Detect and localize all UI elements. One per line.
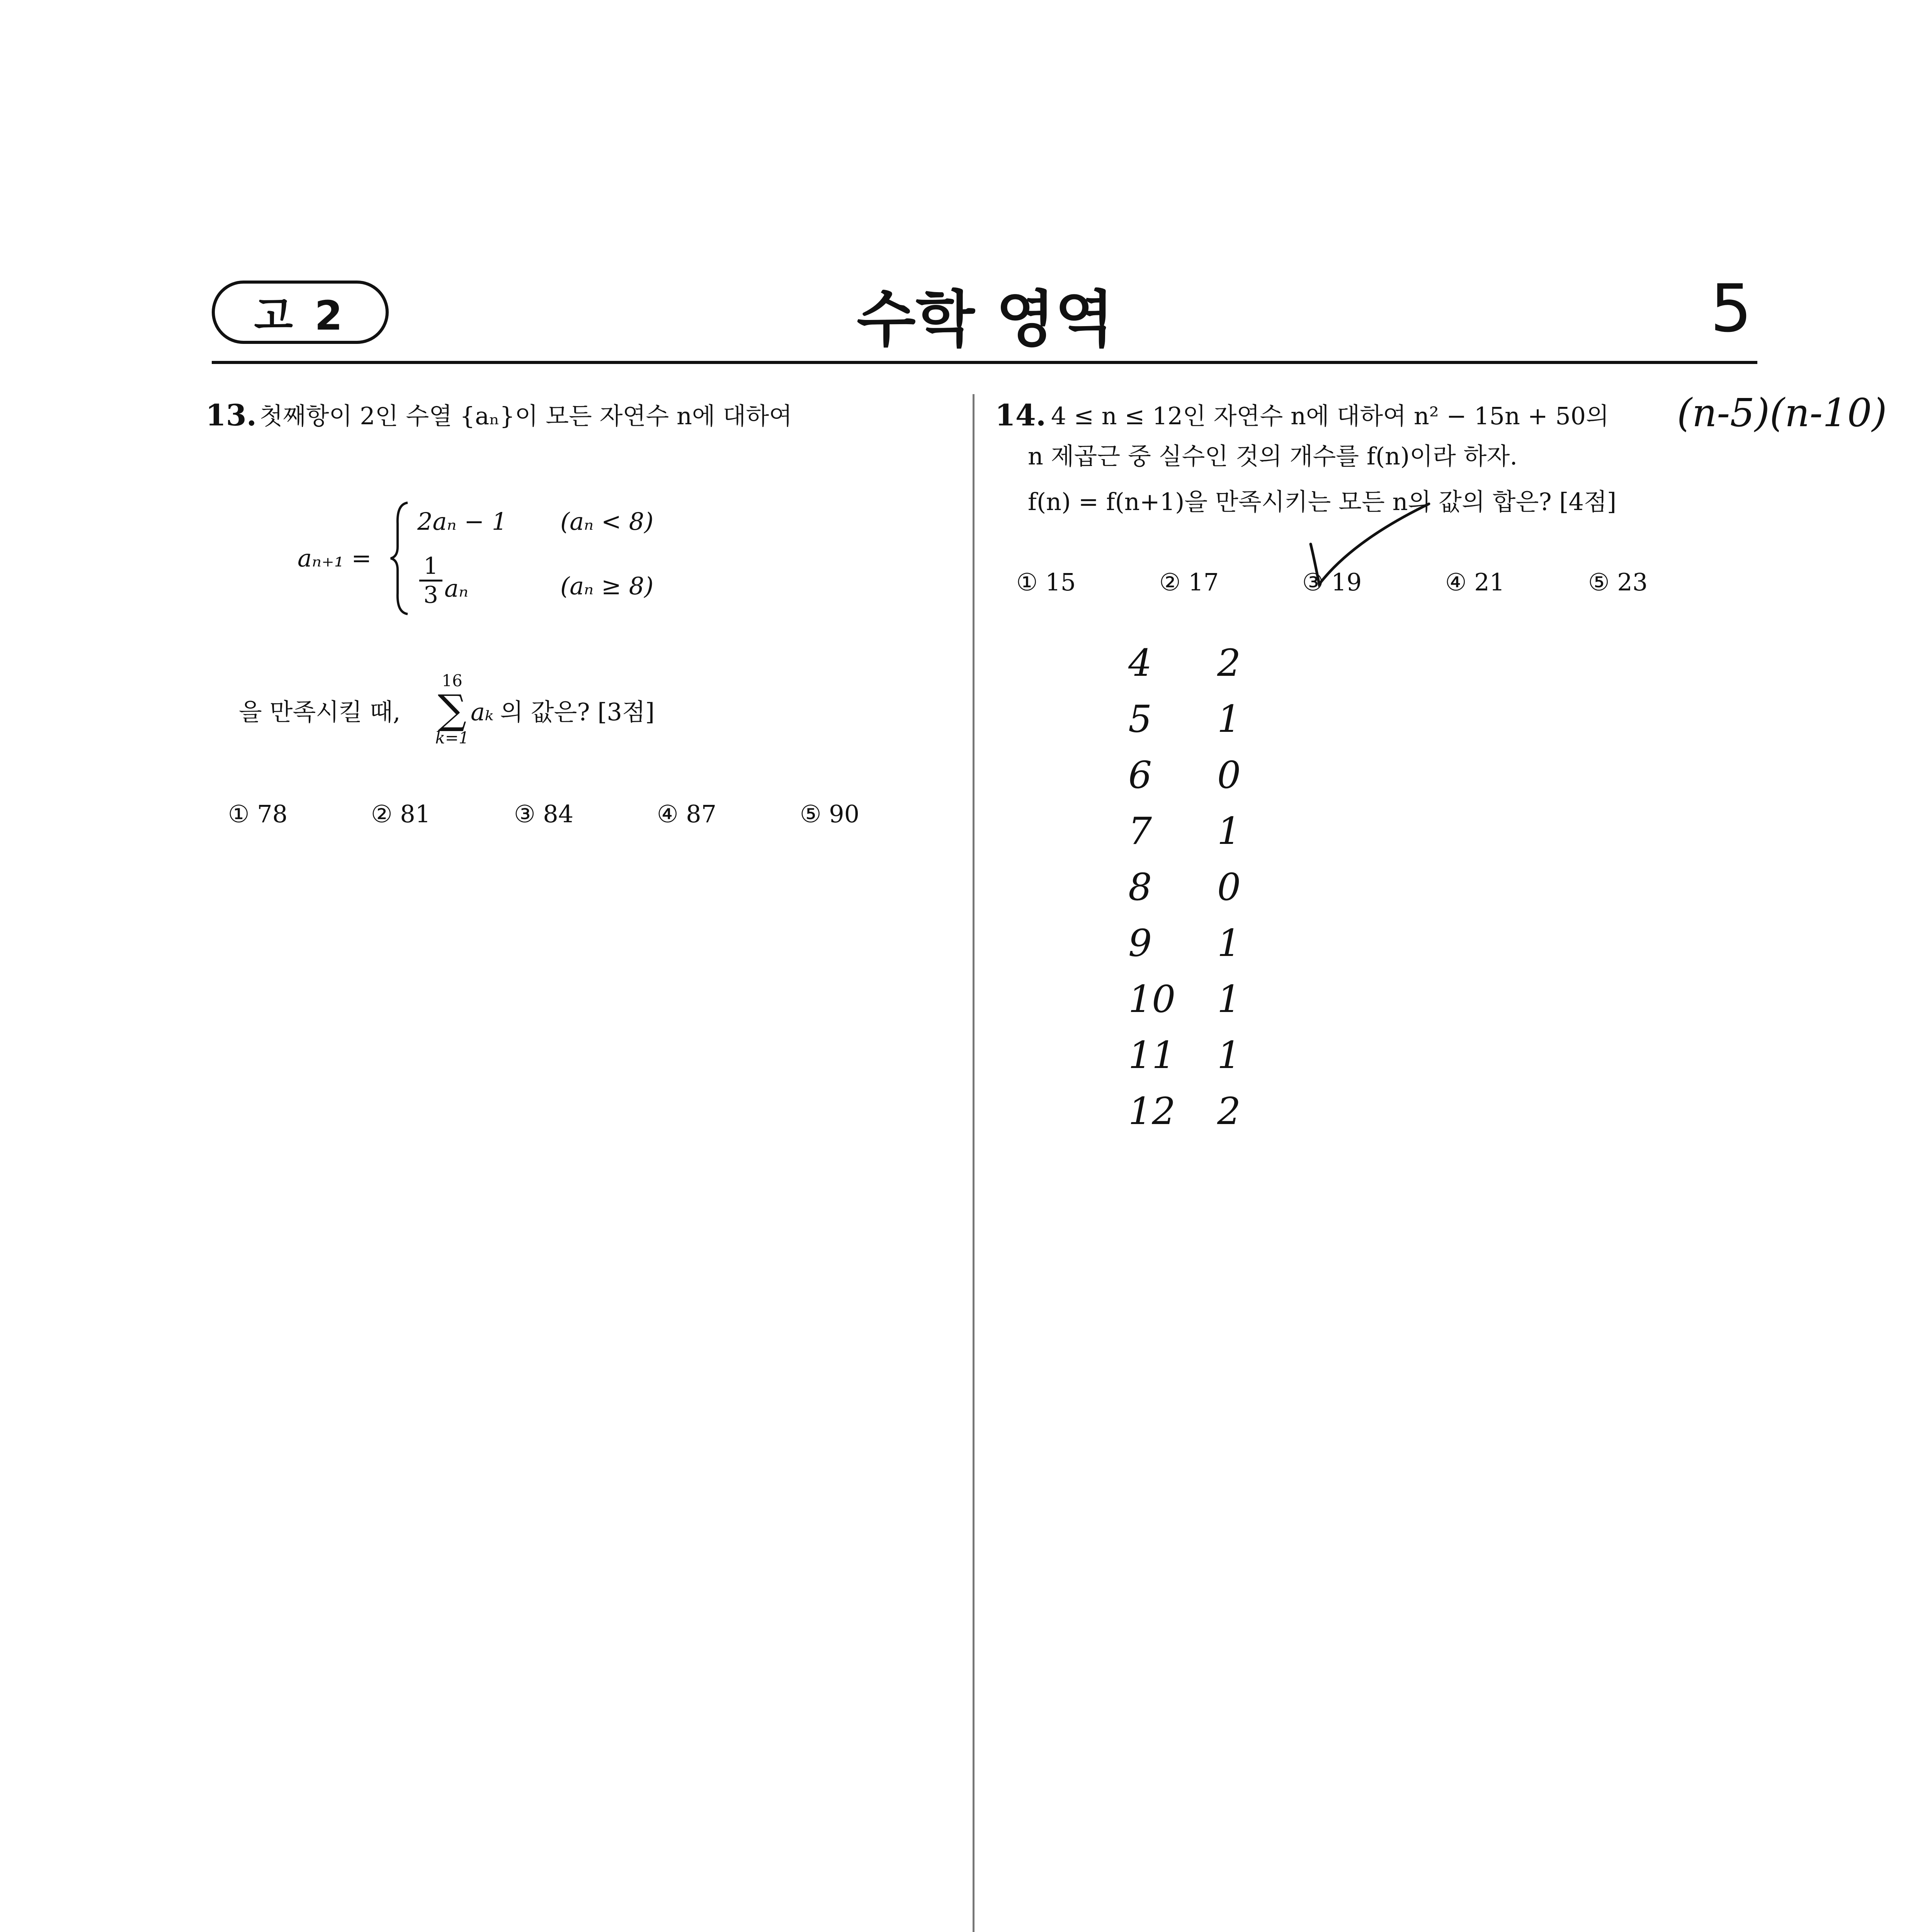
column-divider [973, 394, 975, 1932]
handwritten-factorization: (n-5)(n-10) [1677, 390, 1887, 435]
choice-1[interactable]: ① 15 [1016, 568, 1076, 596]
table-cell: 1 [1217, 978, 1241, 1021]
handwritten-table [1121, 641, 1283, 1159]
table-cell: 2 [1217, 1090, 1241, 1133]
table-cell: 4 [1128, 641, 1152, 685]
choice-2[interactable]: ② 81 [371, 800, 431, 828]
sigma-symbol: ∑ [437, 686, 467, 733]
grade-label: 고 2 [254, 292, 347, 339]
choice-5[interactable]: ⑤ 90 [800, 800, 860, 828]
question-line-2: n 제곱근 중 실수인 것의 개수를 f(n)이라 하자. [1028, 442, 1518, 470]
table-cell: 5 [1128, 697, 1152, 741]
recurrence-lhs: aₙ₊₁ = [298, 544, 372, 572]
sum-term: aₖ [471, 698, 494, 726]
choice-4[interactable]: ④ 21 [1445, 568, 1505, 596]
table-cell: 7 [1128, 810, 1152, 853]
choice-4[interactable]: ④ 87 [657, 800, 717, 828]
question-line-1: 4 ≤ n ≤ 12인 자연수 n에 대하여 n² − 15n + 50의 [1051, 402, 1609, 430]
table-cell: 2 [1217, 641, 1241, 685]
table-cell: 6 [1128, 753, 1152, 797]
case1-expression: 2aₙ − 1 [417, 507, 507, 536]
table-cell: 11 [1128, 1034, 1176, 1077]
choice-1[interactable]: ① 78 [228, 800, 288, 828]
handwritten-checkmark [1306, 498, 1434, 591]
table-cell: 1 [1217, 1034, 1241, 1077]
question-line-3: f(n) = f(n+1)을 만족시키는 모든 n의 값의 합은? [4점] [1028, 488, 1617, 516]
choice-3[interactable]: ③ 84 [514, 800, 574, 828]
condition-suffix: 의 값은? [3점] [500, 698, 655, 726]
page-number: 5 [1710, 270, 1752, 347]
grade-badge [212, 281, 389, 344]
case1-condition: (aₙ < 8) [560, 507, 654, 536]
table-n-column [1128, 641, 1182, 1146]
table-cell: 10 [1128, 978, 1176, 1021]
fraction-numerator: 1 [423, 553, 439, 580]
question-number: 14. [995, 398, 1046, 432]
question-number: 13. [206, 398, 257, 432]
case2-variable: aₙ [444, 574, 469, 602]
choice-2[interactable]: ② 17 [1159, 568, 1219, 596]
condition-prefix: 을 만족시킬 때, [239, 698, 401, 726]
table-cell: 12 [1128, 1090, 1176, 1133]
answer-choices [228, 800, 923, 835]
left-brace [388, 500, 412, 616]
table-f-column [1217, 641, 1271, 1146]
case2-condition: (aₙ ≥ 8) [560, 572, 654, 600]
summation [433, 672, 471, 747]
case2-fraction [419, 553, 442, 609]
subject-title: 수학 영역 [857, 284, 1114, 355]
fraction-denominator: 3 [423, 582, 439, 609]
header-rule [212, 361, 1757, 364]
choice-5[interactable]: ⑤ 23 [1588, 568, 1648, 596]
sum-lower-limit: k=1 [435, 728, 469, 747]
choice-3[interactable]: ③ 19 [1302, 568, 1362, 596]
table-cell: 1 [1217, 922, 1241, 965]
sum-upper-limit: 16 [442, 671, 463, 690]
table-cell: 0 [1217, 753, 1241, 797]
table-cell: 9 [1128, 922, 1152, 965]
question-stem: 첫째항이 2인 수열 {aₙ}이 모든 자연수 n에 대하여 [260, 402, 793, 430]
table-cell: 1 [1217, 810, 1241, 853]
table-cell: 1 [1217, 697, 1241, 741]
table-cell: 8 [1128, 866, 1152, 909]
table-cell: 0 [1217, 866, 1241, 909]
